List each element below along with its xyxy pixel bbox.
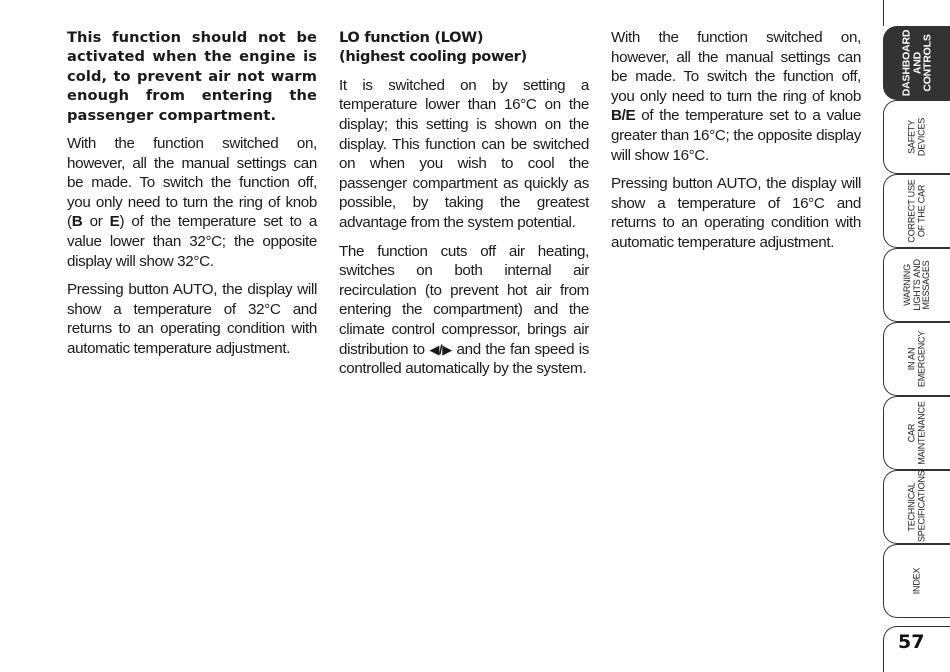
column1-p1-text-b: ) of the temperature set to a value lower than 32°C; the opposite display will show 32°C. bbox=[67, 213, 317, 270]
section-tab-label-line: CONTROLS bbox=[921, 34, 934, 92]
section-tab-label-line: AND bbox=[910, 51, 923, 75]
section-tab-label-line: DEVICES bbox=[916, 117, 926, 157]
section-tab-label-line: LIGHTS AND bbox=[911, 259, 922, 311]
page-number: 57 bbox=[883, 626, 950, 672]
column1-p1-text-a: With the function switched on, however, all the manual settings can be made. To switch the function off, you only need to turn the ring of knob ( bbox=[67, 135, 317, 231]
section-tab-label-line: IN AN bbox=[906, 347, 917, 371]
column1-paragraph-2: Pressing button AUTO, the display will show a temperature of 32°C and returns to an operating condition with automatic temperature adjustment. bbox=[67, 281, 317, 357]
section-tab-label-line: EMERGENCY bbox=[916, 330, 926, 388]
section-tab-8[interactable] bbox=[883, 544, 950, 618]
section-tab-5[interactable] bbox=[883, 322, 950, 396]
section-tab-1[interactable] bbox=[883, 26, 950, 100]
knob-b-label: B bbox=[71, 213, 83, 231]
knob-e-label: E bbox=[109, 213, 120, 231]
warning-text: This function should not be activated when the engine is cold, to prevent air not warm enough from entering the passenger compartment. bbox=[67, 29, 317, 124]
text-column-2 bbox=[339, 28, 589, 388]
section-tab-label bbox=[903, 250, 932, 320]
column3-paragraph-1 bbox=[611, 28, 861, 165]
section-tab-6[interactable] bbox=[883, 396, 950, 470]
knob-be-label: B/E bbox=[611, 107, 636, 125]
text-column-1 bbox=[67, 28, 317, 368]
heading-line-1: LO function (LOW) bbox=[339, 29, 484, 46]
column3-paragraph-2: Pressing button AUTO, the display will show a temperature of 16°C and returns to an operating condition with automatic temperature adjustment. bbox=[611, 175, 861, 251]
section-tab-label-line: SPECIFICATIONS bbox=[916, 470, 926, 542]
section-tab-label-line: INDEX bbox=[911, 567, 922, 595]
column1-p1-or: or bbox=[82, 213, 110, 231]
section-tab-label bbox=[908, 398, 927, 468]
section-tab-label bbox=[912, 546, 922, 616]
section-tab-label bbox=[901, 28, 933, 98]
column2-paragraph-1: It is switched on by setting a temperature lower than 16°C on the display; this setting is shown on the display. This function can be switched on when you wish to cool the passenger compartment as quickly as possible, by taking the greatest advantage from the system potential. bbox=[339, 76, 589, 231]
section-tab-label bbox=[908, 102, 927, 172]
column2-p2-text-a: The function cuts off air heating, switches on both internal air recirculation (to prevent hot air from entering the compartment) and the climate control compressor, brings air distribution to bbox=[339, 242, 589, 358]
section-tab-label-line: MAINTENANCE bbox=[916, 401, 926, 465]
section-tab-label-line: WARNING bbox=[901, 264, 912, 306]
column2-paragraph-2 bbox=[339, 242, 589, 379]
section-tab-label-line: OF THE CAR bbox=[916, 184, 926, 238]
section-tab-label-line: CORRECT USE bbox=[906, 179, 917, 243]
heading-line-2: (highest cooling power) bbox=[339, 48, 527, 66]
section-tab-label-line: DASHBOARD bbox=[900, 29, 913, 97]
text-column-3 bbox=[611, 28, 861, 262]
section-tab-7[interactable] bbox=[883, 470, 950, 544]
section-tab-label-line: CAR bbox=[906, 423, 917, 443]
section-tab-label bbox=[908, 324, 927, 394]
section-tab-label bbox=[908, 176, 927, 246]
section-tab-label-line: TECHNICAL bbox=[906, 482, 917, 532]
column2-p2-text-b: and the fan speed is controlled automatically by the system. bbox=[339, 340, 589, 378]
section-tab-4[interactable] bbox=[883, 248, 950, 322]
section-tab-label bbox=[908, 472, 927, 542]
column3-p1-text-a: With the function switched on, however, all the manual settings can be made. To switch the function off, you only need to turn the ring of knob bbox=[611, 29, 861, 105]
section-tab-2[interactable] bbox=[883, 100, 950, 174]
section-tab-label-line: SAFETY bbox=[906, 120, 917, 154]
air-distribution-icon: ◀/▶ bbox=[429, 341, 452, 357]
thumb-index bbox=[883, 0, 950, 672]
section-heading bbox=[339, 28, 589, 67]
section-tab-3[interactable] bbox=[883, 174, 950, 248]
column1-paragraph-1 bbox=[67, 134, 317, 271]
section-tab-label-line: MESSAGES bbox=[920, 260, 931, 310]
column3-p1-text-b: of the temperature set to a value greater than 16°C; the opposite display will show 16°C. bbox=[611, 107, 861, 164]
